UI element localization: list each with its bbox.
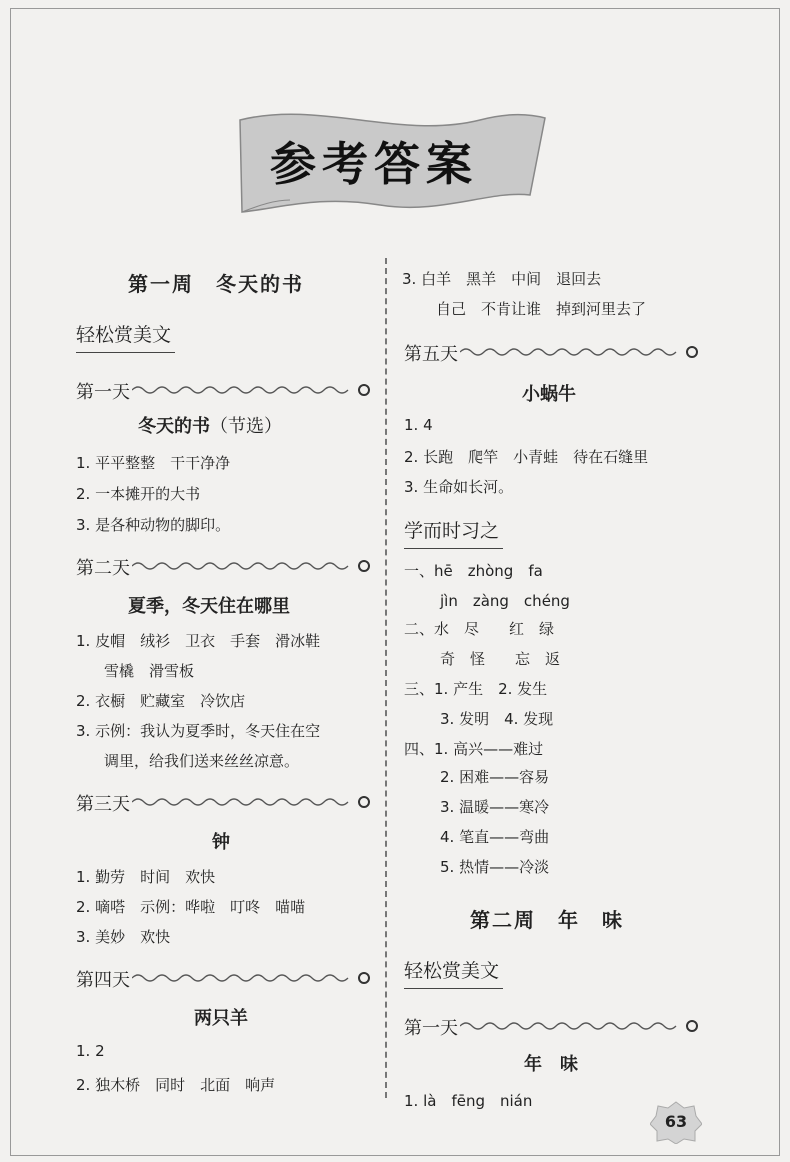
exercise-line: 二、水 尽 红 绿 bbox=[404, 620, 555, 638]
answer-line: 自己 不肯让谁 掉到河里去了 bbox=[436, 300, 647, 318]
section-heading-reading bbox=[76, 320, 171, 347]
answer-line: 3. 是各种动物的脚印。 bbox=[76, 516, 231, 534]
article-title-2: 夏季，冬天住在哪里 bbox=[128, 596, 290, 617]
wavy-line-icon bbox=[460, 345, 700, 359]
wavy-line-icon bbox=[132, 971, 372, 985]
wavy-line-icon bbox=[132, 795, 372, 809]
answer-line: 1. 皮帽 绒衫 卫衣 手套 滑冰鞋 bbox=[76, 632, 321, 650]
article-title-3: 钟 bbox=[212, 832, 230, 853]
answer-line: 雪橇 滑雪板 bbox=[104, 662, 195, 680]
answer-line: 1. 勤劳 时间 欢快 bbox=[76, 868, 216, 886]
answer-line: 1. 平平整整 干干净净 bbox=[76, 454, 231, 472]
answer-line: 2. 独木桥 同时 北面 响声 bbox=[76, 1076, 276, 1094]
answer-line: 2. 嘀嗒 示例：哗啦 叮咚 喵喵 bbox=[76, 898, 306, 916]
answer-line: 调里，给我们送来丝丝凉意。 bbox=[104, 752, 300, 770]
day-label-2: 第二天 bbox=[76, 558, 130, 579]
article-title-1 bbox=[138, 412, 282, 438]
article-title-text: 冬天的书 bbox=[138, 416, 210, 437]
day-label-5: 第五天 bbox=[404, 344, 458, 365]
wavy-line-icon bbox=[132, 559, 372, 573]
article-title-5: 小蜗牛 bbox=[522, 384, 576, 405]
section-underline bbox=[76, 352, 175, 353]
answer-line: 3. 生命如长河。 bbox=[404, 478, 514, 496]
exercise-line: 3. 发明 4. 发现 bbox=[440, 710, 554, 728]
wavy-line-icon bbox=[132, 383, 372, 397]
answer-line: 2. 一本摊开的大书 bbox=[76, 485, 201, 503]
exercise-line: 2. 困难——容易 bbox=[440, 768, 550, 786]
article-title-note: （节选） bbox=[210, 416, 282, 437]
exercise-line: jìn zàng chéng bbox=[440, 592, 570, 610]
wavy-line-icon bbox=[460, 1019, 700, 1033]
article-title-w2-1: 年 味 bbox=[524, 1054, 578, 1075]
answer-line: 2. 长跑 爬竿 小青蛙 待在石缝里 bbox=[404, 448, 649, 466]
column-divider bbox=[385, 258, 387, 1098]
page-number: 63 bbox=[664, 1112, 688, 1131]
answer-line: 3. 白羊 黑羊 中间 退回去 bbox=[402, 270, 602, 288]
answer-line: 3. 美妙 欢快 bbox=[76, 928, 171, 946]
week-heading-1: 第一周 冬天的书 bbox=[128, 272, 304, 296]
section-heading-reading-2 bbox=[404, 956, 499, 983]
week-heading-2: 第二周 年 味 bbox=[470, 908, 624, 932]
section-underline bbox=[404, 988, 503, 989]
answer-line: 1. là fēng nián bbox=[404, 1092, 533, 1110]
answer-line: 1. 4 bbox=[404, 416, 433, 434]
exercise-line: 一、hē zhòng fa bbox=[404, 562, 543, 580]
exercise-line: 四、1. 高兴——难过 bbox=[404, 740, 544, 758]
page-title: 参考答案 bbox=[270, 137, 478, 191]
section-heading-review bbox=[404, 516, 499, 543]
day-label-1: 第一天 bbox=[76, 382, 130, 403]
exercise-line: 5. 热情——冷淡 bbox=[440, 858, 550, 876]
day-label-w2-1: 第一天 bbox=[404, 1018, 458, 1039]
article-title-4: 两只羊 bbox=[194, 1008, 248, 1029]
exercise-line: 奇 怪 忘 返 bbox=[440, 650, 561, 668]
answer-line: 2. 衣橱 贮藏室 冷饮店 bbox=[76, 692, 246, 710]
section-underline bbox=[404, 548, 503, 549]
section-label: 轻松赏美文 bbox=[404, 960, 500, 982]
section-label: 学而时习之 bbox=[404, 520, 500, 542]
answer-line: 1. 2 bbox=[76, 1042, 105, 1060]
answer-line: 3. 示例：我认为夏季时，冬天住在空 bbox=[76, 722, 321, 740]
exercise-line: 三、1. 产生 2. 发生 bbox=[404, 680, 548, 698]
section-label: 轻松赏美文 bbox=[76, 324, 172, 346]
day-label-4: 第四天 bbox=[76, 970, 130, 991]
exercise-line: 4. 笔直——弯曲 bbox=[440, 828, 550, 846]
day-label-3: 第三天 bbox=[76, 794, 130, 815]
exercise-line: 3. 温暖——寒冷 bbox=[440, 798, 550, 816]
page-number-badge bbox=[650, 1100, 702, 1144]
